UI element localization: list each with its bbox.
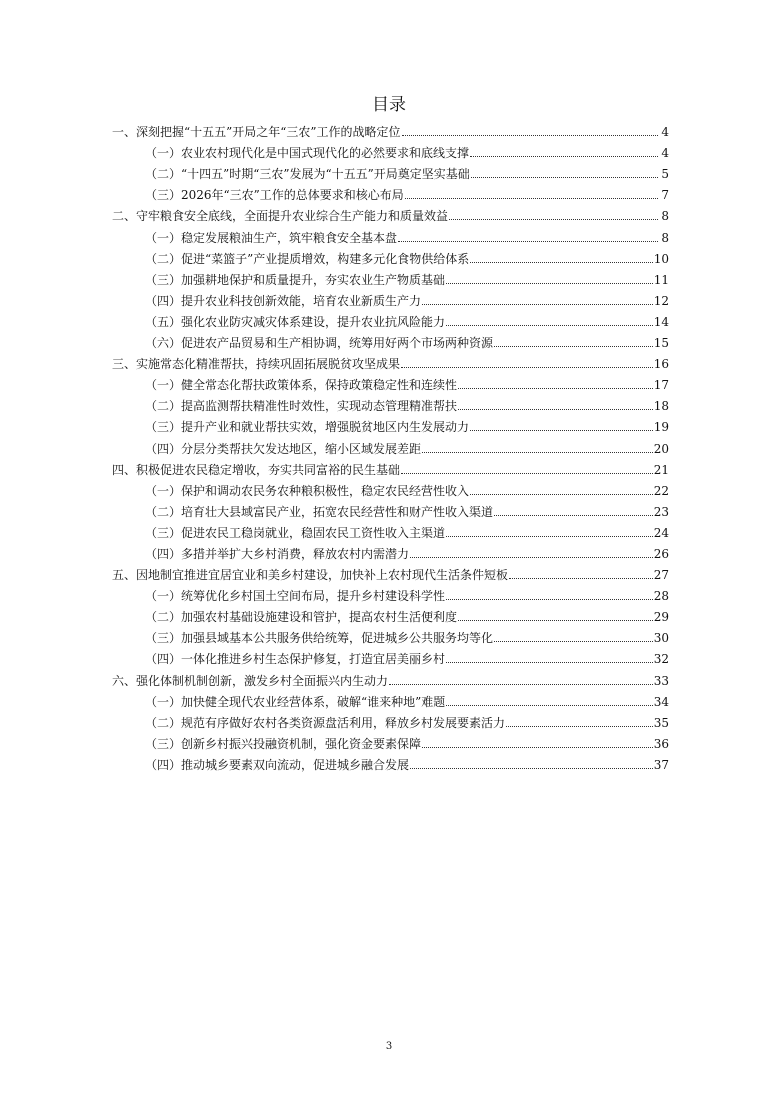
toc-entry-title: （二）“十四五”时期“三农”发展为“十五五”开局奠定坚实基础 bbox=[145, 167, 470, 182]
toc-entry-title: 二、守牢粮食安全底线，全面提升农业综合生产能力和质量效益 bbox=[112, 209, 449, 224]
toc-entry-title: （一）健全常态化帮扶政策体系，保持政策稳定性和连续性 bbox=[145, 378, 458, 393]
toc-entry-page: 36 bbox=[653, 736, 669, 751]
dot-leader bbox=[458, 620, 653, 621]
toc-entry-title: （二）规范有序做好农村各类资源盘活利用，释放乡村发展要素活力 bbox=[145, 715, 506, 730]
toc-entry-page: 33 bbox=[653, 673, 669, 688]
toc-entry-title: （四）推动城乡要素双向流动，促进城乡融合发展 bbox=[145, 757, 410, 772]
toc-entry-page: 18 bbox=[653, 399, 669, 414]
toc-section-entry[interactable] bbox=[112, 562, 669, 583]
toc-entry-page: 12 bbox=[653, 293, 669, 308]
toc-subsection-entry[interactable] bbox=[112, 393, 669, 414]
dot-leader bbox=[410, 768, 653, 769]
toc-section-entry[interactable] bbox=[112, 667, 669, 688]
toc-entry-page: 8 bbox=[661, 230, 669, 245]
toc-subsection-entry[interactable] bbox=[112, 372, 669, 393]
toc-entry-title: （六）促进农产品贸易和生产相协调，统筹用好两个市场两种资源 bbox=[145, 336, 494, 351]
toc-subsection-entry[interactable] bbox=[112, 583, 669, 604]
toc-subsection-entry[interactable] bbox=[112, 646, 669, 667]
toc-entry-title: （二）培育壮大县域富民产业，拓宽农民经营性和财产性收入渠道 bbox=[145, 504, 494, 519]
toc-entry-title: （三）加强县域基本公共服务供给统筹，促进城乡公共服务均等化 bbox=[145, 631, 494, 646]
dot-leader bbox=[458, 388, 653, 389]
toc-section-entry[interactable] bbox=[112, 351, 669, 372]
toc-subsection-entry[interactable] bbox=[112, 267, 669, 288]
toc-entry-title: （一）保护和调动农民务农种粮积极性，稳定农民经营性收入 bbox=[145, 483, 470, 498]
dot-leader bbox=[471, 177, 658, 178]
dot-leader bbox=[446, 662, 653, 663]
toc-entry-page: 4 bbox=[661, 146, 669, 161]
toc-entry-title: （三）提升产业和就业帮扶实效，增强脱贫地区内生发展动力 bbox=[145, 420, 470, 435]
toc-subsection-entry[interactable] bbox=[112, 710, 669, 731]
toc-entry-page: 29 bbox=[653, 610, 669, 625]
toc-entry-title: （三）加强耕地保护和质量提升，夯实农业生产物质基础 bbox=[145, 272, 446, 287]
toc-entry-page: 4 bbox=[661, 125, 669, 140]
toc-entry-page: 32 bbox=[653, 652, 669, 667]
dot-leader bbox=[405, 198, 658, 199]
toc-entry-title: （一）稳定发展粮油生产，筑牢粮食安全基本盘 bbox=[145, 230, 398, 245]
toc-entry-title: （四）多措并举扩大乡村消费，释放农村内需潜力 bbox=[145, 546, 410, 561]
toc-entry-title: （四）一体化推进乡村生态保护修复，打造宜居美丽乡村 bbox=[145, 652, 446, 667]
toc-subsection-entry[interactable] bbox=[112, 246, 669, 267]
dot-leader bbox=[401, 367, 653, 368]
toc-subsection-entry[interactable] bbox=[112, 604, 669, 625]
toc-subsection-entry[interactable] bbox=[112, 414, 669, 435]
toc-entry-title: （三）促进农民工稳岗就业，稳固农民工资性收入主渠道 bbox=[145, 525, 446, 540]
toc-entry-title: 六、强化体制机制创新，激发乡村全面振兴内生动力 bbox=[112, 673, 389, 688]
toc-subsection-entry[interactable] bbox=[112, 182, 669, 203]
toc-entry-page: 10 bbox=[653, 251, 669, 266]
toc-subsection-entry[interactable] bbox=[112, 541, 669, 562]
dot-leader bbox=[446, 283, 653, 284]
dot-leader bbox=[446, 325, 653, 326]
dot-leader bbox=[389, 684, 653, 685]
toc-subsection-entry[interactable] bbox=[112, 499, 669, 520]
dot-leader bbox=[446, 599, 653, 600]
toc-entry-page: 11 bbox=[653, 272, 669, 287]
toc-entry-page: 15 bbox=[653, 336, 669, 351]
toc-subsection-entry[interactable] bbox=[112, 224, 669, 245]
toc-subsection-entry[interactable] bbox=[112, 689, 669, 710]
dot-leader bbox=[470, 430, 653, 431]
dot-leader bbox=[470, 494, 653, 495]
toc-entry-title: 四、积极促进农民稳定增收，夯实共同富裕的民生基础 bbox=[112, 462, 401, 477]
toc-subsection-entry[interactable] bbox=[112, 309, 669, 330]
toc-subsection-entry[interactable] bbox=[112, 520, 669, 541]
dot-leader bbox=[401, 473, 653, 474]
toc-subsection-entry[interactable] bbox=[112, 478, 669, 499]
toc-entry-page: 16 bbox=[653, 357, 669, 372]
toc-subsection-entry[interactable] bbox=[112, 288, 669, 309]
toc-entry-title: （一）农业农村现代化是中国式现代化的必然要求和底线支撑 bbox=[145, 146, 470, 161]
toc-entry-page: 26 bbox=[653, 546, 669, 561]
toc-entry-title: 五、因地制宜推进宜居宜业和美乡村建设，加快补上农村现代生活条件短板 bbox=[112, 568, 509, 583]
toc-entry-title: （二）促进“菜篮子”产业提质增效，构建多元化食物供给体系 bbox=[145, 251, 470, 266]
toc-entry-page: 14 bbox=[653, 314, 669, 329]
dot-leader bbox=[398, 241, 658, 242]
toc-entry-page: 22 bbox=[653, 483, 669, 498]
toc-entry-title: （三）2026年“三农”工作的总体要求和核心布局 bbox=[145, 188, 404, 203]
toc-section-entry[interactable] bbox=[112, 203, 669, 224]
dot-leader bbox=[422, 747, 653, 748]
toc-entry-page: 17 bbox=[653, 378, 669, 393]
toc-entry-title: （五）强化农业防灾减灾体系建设，提升农业抗风险能力 bbox=[145, 314, 446, 329]
toc-subsection-entry[interactable] bbox=[112, 752, 669, 773]
toc-entry-page: 5 bbox=[661, 167, 669, 182]
toc-entry-page: 19 bbox=[653, 420, 669, 435]
dot-leader bbox=[470, 156, 658, 157]
toc-subsection-entry[interactable] bbox=[112, 731, 669, 752]
toc-entry-page: 28 bbox=[653, 589, 669, 604]
toc-section-entry[interactable] bbox=[112, 457, 669, 478]
dot-leader bbox=[458, 409, 653, 410]
dot-leader bbox=[422, 452, 653, 453]
dot-leader bbox=[446, 705, 652, 706]
dot-leader bbox=[422, 304, 653, 305]
dot-leader bbox=[494, 346, 653, 347]
toc-section-entry[interactable] bbox=[112, 119, 669, 140]
toc-subsection-entry[interactable] bbox=[112, 161, 669, 182]
toc-subsection-entry[interactable] bbox=[112, 435, 669, 456]
toc-entry-page: 8 bbox=[661, 209, 669, 224]
toc-title: 目录 bbox=[372, 95, 406, 115]
toc-entry-page: 7 bbox=[661, 188, 669, 203]
toc-entry-page: 23 bbox=[653, 504, 669, 519]
dot-leader bbox=[410, 557, 653, 558]
toc-entry-title: 三、实施常态化精准帮扶，持续巩固拓展脱贫攻坚成果 bbox=[112, 357, 401, 372]
toc-entry-page: 20 bbox=[653, 441, 669, 456]
toc-subsection-entry[interactable] bbox=[112, 140, 669, 161]
toc-entry-page: 24 bbox=[653, 525, 669, 540]
toc-entry-page: 27 bbox=[653, 568, 669, 583]
toc-entry-page: 30 bbox=[653, 631, 669, 646]
toc-entry-title: （三）创新乡村振兴投融资机制，强化资金要素保障 bbox=[145, 736, 422, 751]
toc-entry-title: 一、深刻把握“十五五”开局之年“三农”工作的战略定位 bbox=[112, 125, 401, 140]
toc-subsection-entry[interactable] bbox=[112, 625, 669, 646]
dot-leader bbox=[449, 219, 658, 220]
toc-entry-title: （二）提高监测帮扶精准性时效性，实现动态管理精准帮扶 bbox=[145, 399, 458, 414]
dot-leader bbox=[494, 515, 653, 516]
toc-entry-title: （四）提升农业科技创新效能，培育农业新质生产力 bbox=[145, 293, 422, 308]
toc-entry-page: 21 bbox=[653, 462, 669, 477]
toc-entry-page: 35 bbox=[653, 715, 669, 730]
toc-entry-page: 37 bbox=[653, 757, 669, 772]
toc-entry-title: （四）分层分类帮扶欠发达地区，缩小区域发展差距 bbox=[145, 441, 422, 456]
toc-entry-title: （一）统筹优化乡村国土空间布局，提升乡村建设科学性 bbox=[145, 589, 446, 604]
toc-subsection-entry[interactable] bbox=[112, 330, 669, 351]
dot-leader bbox=[446, 536, 653, 537]
toc-entry-page: 34 bbox=[653, 694, 669, 709]
dot-leader bbox=[506, 726, 653, 727]
dot-leader bbox=[494, 641, 653, 642]
dot-leader bbox=[509, 578, 653, 579]
dot-leader bbox=[402, 135, 658, 136]
dot-leader bbox=[470, 262, 652, 263]
toc-entry-title: （一）加快健全现代农业经营体系，破解“谁来种地”难题 bbox=[145, 694, 446, 709]
toc-entry-title: （二）加强农村基础设施建设和管护，提高农村生活便利度 bbox=[145, 610, 458, 625]
page-number: 3 bbox=[385, 1041, 393, 1052]
table-of-contents bbox=[112, 119, 669, 773]
